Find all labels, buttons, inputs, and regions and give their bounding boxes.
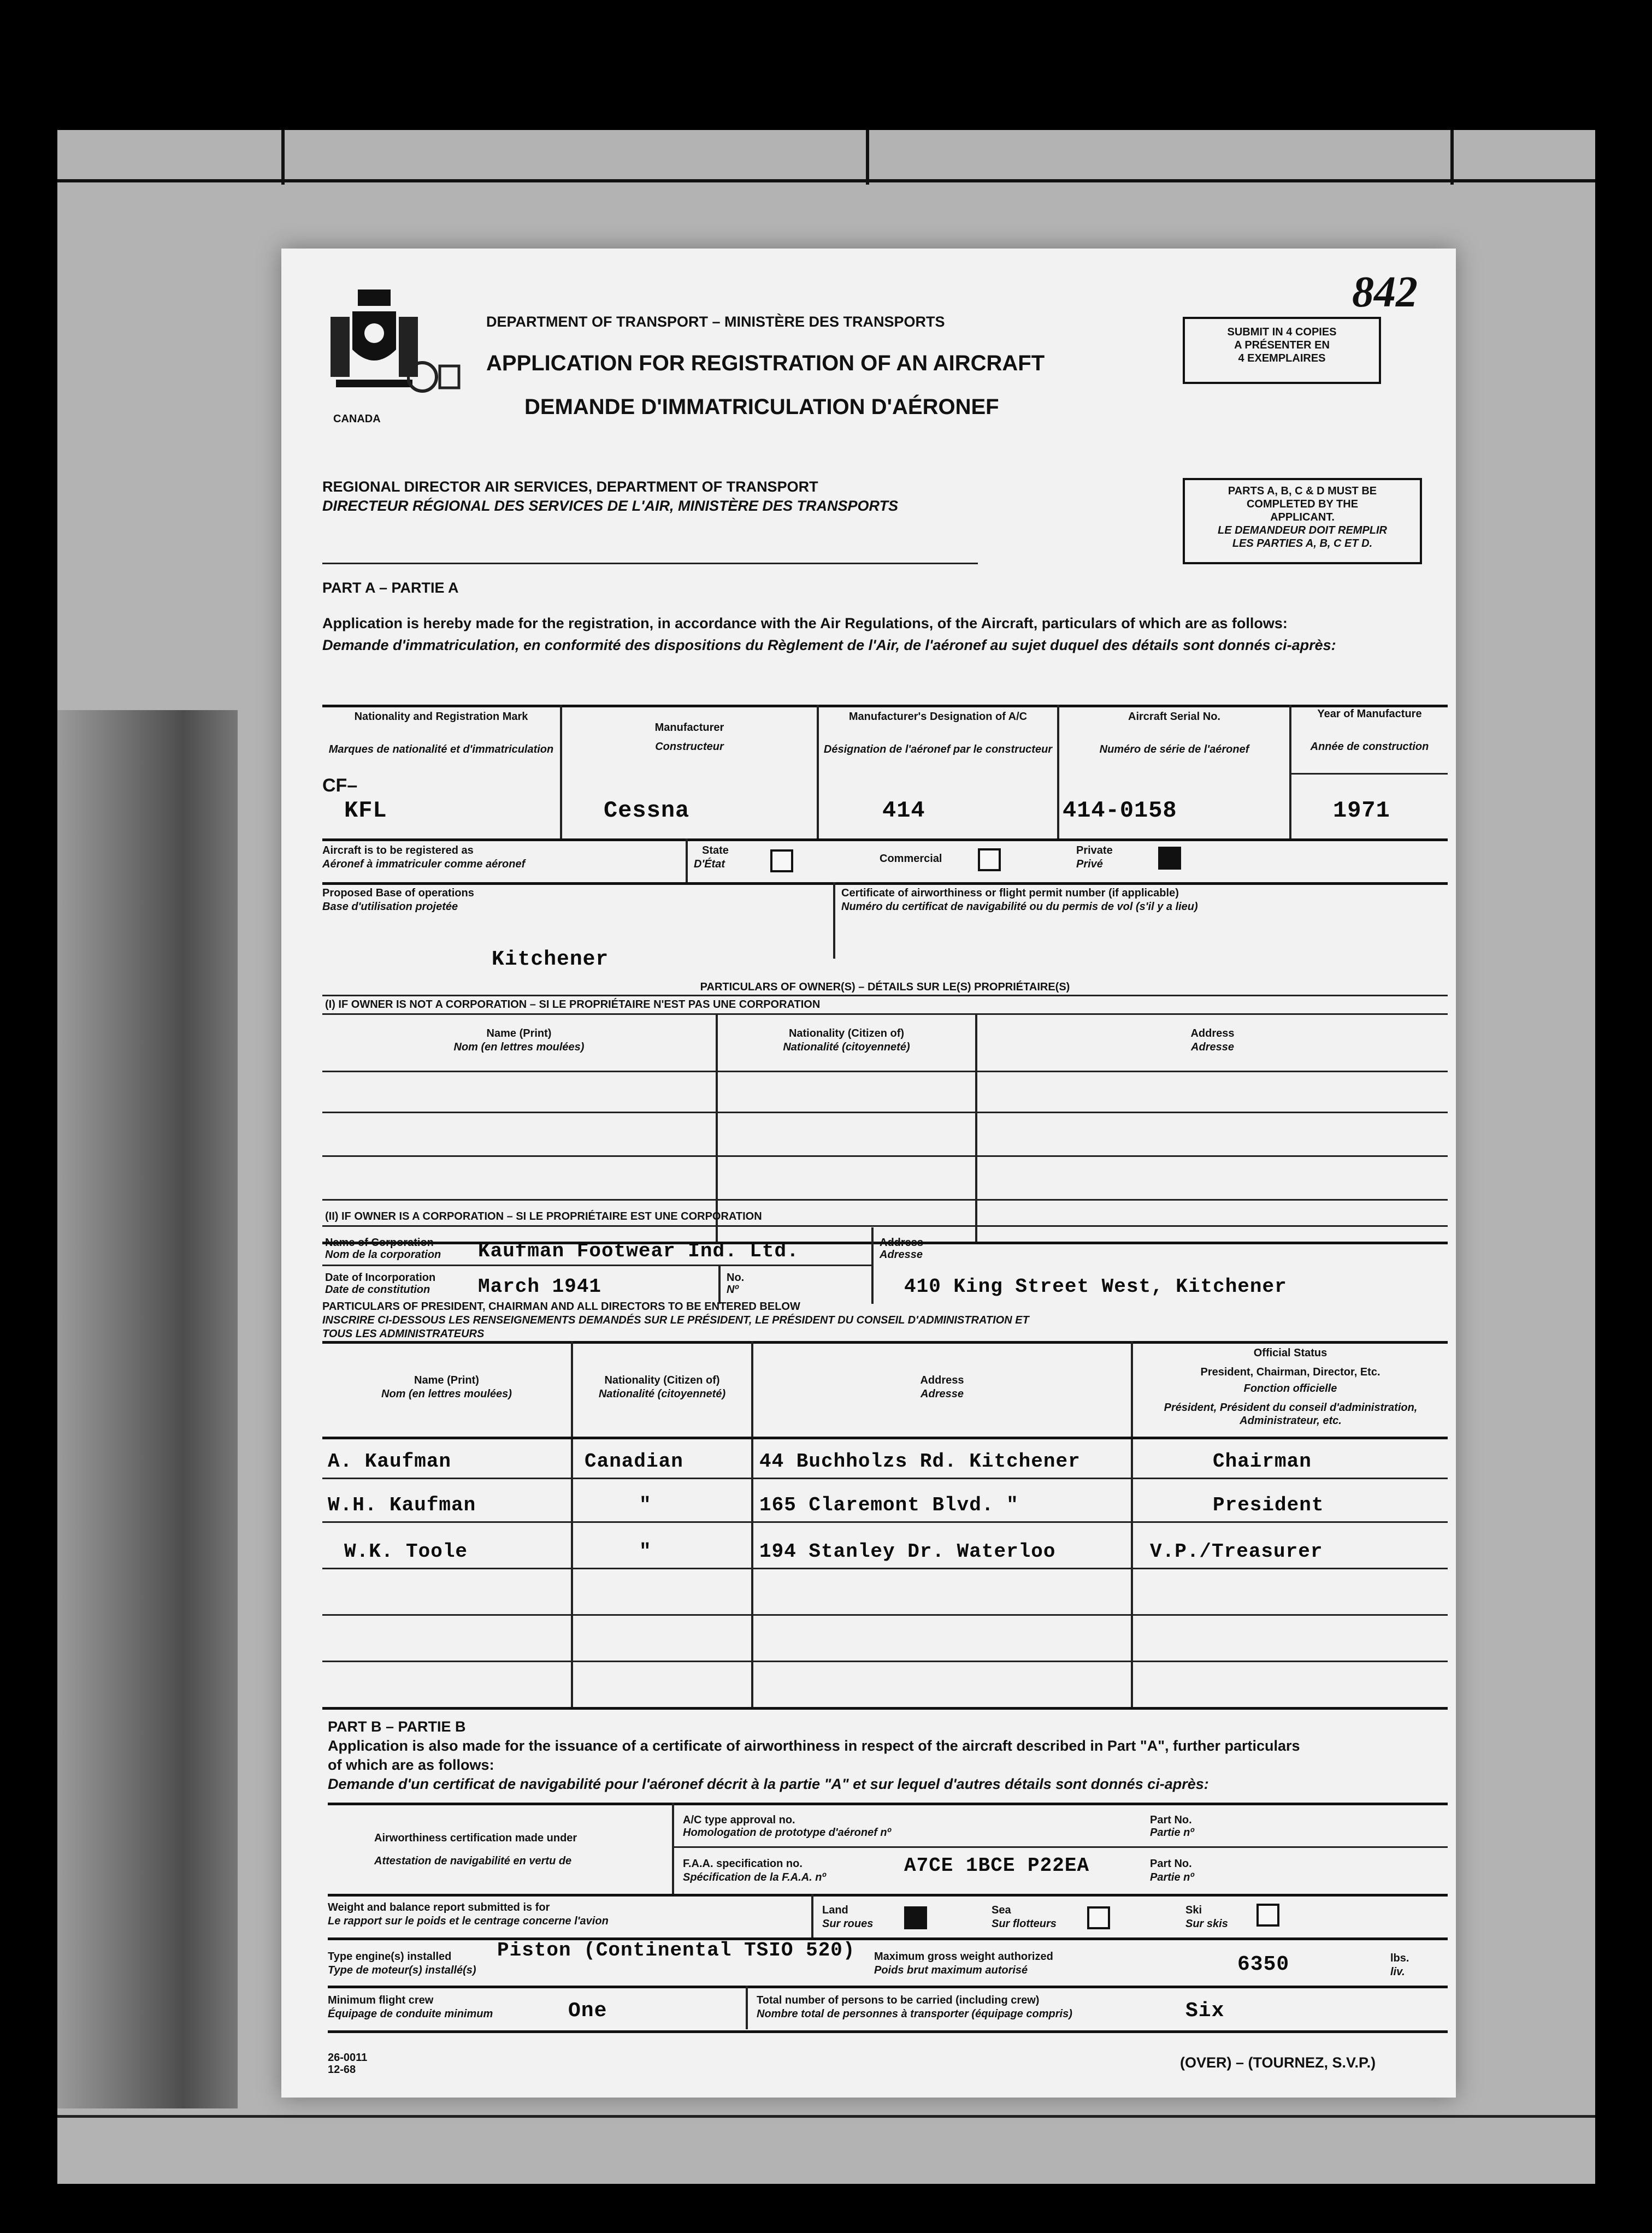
base-en: Proposed Base of operations: [322, 887, 474, 899]
addressee-fr: DIRECTEUR RÉGIONAL DES SERVICES DE L'AIR, MINISTÈRE DES TRANSPORTS: [322, 498, 899, 514]
cert-en: Certificate of airworthiness or flight permit number (if applicable): [841, 887, 1179, 899]
frame-rule-top: [57, 179, 1595, 182]
corp-no-en: No.: [727, 1272, 745, 1284]
gross-weight-value: 6350: [1237, 1953, 1290, 1976]
table-rule: [328, 1937, 1448, 1940]
table-rule: [328, 1986, 1448, 1988]
liv-label: liv.: [1390, 1966, 1405, 1978]
state-checkbox[interactable]: [770, 849, 793, 872]
engine-fr: Type de moteur(s) installé(s): [328, 1964, 476, 1976]
part-no-1-en: Part No.: [1150, 1814, 1192, 1826]
part-no-2-fr: Partie nº: [1150, 1871, 1194, 1883]
status-en: Official Status: [1253, 1347, 1328, 1359]
ski-checkbox[interactable]: [1256, 1904, 1279, 1927]
addressee-en: REGIONAL DIRECTOR AIR SERVICES, DEPARTMENT OF TRANSPORT: [322, 478, 818, 495]
status-sub-en: President, Chairman, Director, Etc.: [1200, 1366, 1380, 1378]
faa-spec-fr: Spécification de la F.A.A. nº: [683, 1871, 826, 1883]
corp-address-fr: Adresse: [880, 1249, 923, 1261]
col-divider: [1289, 705, 1291, 838]
table-rule: [328, 2030, 1448, 2033]
table-rule: [328, 1803, 1448, 1805]
part-b-heading: PART B – PARTIE B: [328, 1718, 466, 1735]
registered-as-fr: Aéronef à immatriculer comme aéronef: [322, 858, 526, 870]
table-rule: [322, 1225, 1448, 1227]
registration-form: [281, 249, 1456, 2098]
row-rule: [322, 1112, 1448, 1113]
part-a-intro-en: Application is hereby made for the registration, in accordance with the Air Regulations, of the Aircraft, particulars of which are as follows:: [322, 615, 1288, 631]
persons-fr: Nombre total de personnes à transporter (équipage compris): [757, 2008, 1072, 2020]
cell-rule: [1289, 773, 1448, 775]
shadow-strip: [57, 710, 238, 2108]
parts-line-4: LE DEMANDEUR DOIT REMPLIR: [1218, 524, 1387, 536]
row-rule: [322, 1568, 1448, 1569]
col-divider: [1131, 1341, 1133, 1707]
row-rule: [322, 1478, 1448, 1479]
table-rule: [322, 838, 1448, 841]
gross-weight-fr: Poids brut maximum autorisé: [874, 1964, 1028, 1976]
land-en: Land: [822, 1904, 848, 1916]
corp-date-value: March 1941: [478, 1275, 602, 1298]
frame-rule-bottom: [57, 2115, 1595, 2118]
table-rule: [322, 1437, 1448, 1439]
owner-name-en: Name (Print): [486, 1027, 552, 1039]
registration-mark-value: KFL: [344, 798, 387, 824]
director-2-name: W.H. Kaufman: [328, 1494, 476, 1516]
col-manufacturer-fr: Constructeur: [655, 741, 724, 753]
director-3-name: W.K. Toole: [344, 1540, 468, 1563]
row-rule: [672, 1846, 1448, 1848]
sea-en: Sea: [992, 1904, 1011, 1916]
director-1-nationality: Canadian: [585, 1450, 683, 1473]
row-rule: [322, 1071, 1448, 1072]
part-b-intro-en-1: Application is also made for the issuance of a certificate of airworthiness in respect of the aircraft described in Part "A", further particulars: [328, 1738, 1300, 1754]
registered-as-en: Aircraft is to be registered as: [322, 844, 474, 856]
col-divider: [811, 1894, 813, 1937]
cert-fr: Numéro du certificat de navigabilité ou du permis de vol (s'il y a lieu): [841, 901, 1198, 913]
manufacturer-value: Cessna: [604, 798, 690, 824]
persons-en: Total number of persons to be carried (including crew): [757, 1994, 1040, 2006]
row-rule: [322, 1265, 871, 1266]
owner-nat-en: Nationality (Citizen of): [788, 1027, 905, 1039]
director-1-status: Chairman: [1213, 1450, 1312, 1473]
parts-line-5: LES PARTIES A, B, C ET D.: [1232, 537, 1373, 550]
directors-fr-2: TOUS LES ADMINISTRATEURS: [322, 1328, 485, 1340]
col-serial-en: Aircraft Serial No.: [1128, 711, 1220, 723]
ski-en: Ski: [1185, 1904, 1202, 1916]
designation-value: 414: [882, 798, 925, 824]
commercial-label: Commercial: [880, 853, 942, 865]
cf-prefix: CF–: [322, 775, 358, 796]
ski-fr: Sur skis: [1185, 1918, 1228, 1930]
col-year-en: Year of Manufacture: [1317, 708, 1422, 720]
table-rule: [322, 705, 1448, 707]
row-rule: [322, 1614, 1448, 1616]
col-divider: [1057, 705, 1059, 838]
row-rule: [322, 1661, 1448, 1662]
serial-value: 414-0158: [1063, 798, 1177, 824]
part-b-intro-en-2: of which are as follows:: [328, 1757, 494, 1773]
wb-report-en: Weight and balance report submitted is for: [328, 1901, 550, 1913]
row-rule: [322, 1521, 1448, 1523]
submit-line-1: SUBMIT IN 4 COPIES: [1227, 326, 1337, 338]
parts-line-3: APPLICANT.: [1270, 511, 1335, 523]
col-registration-en: Nationality and Registration Mark: [354, 711, 528, 723]
director-3-status: V.P./Treasurer: [1150, 1540, 1323, 1563]
gross-weight-en: Maximum gross weight authorized: [874, 1951, 1053, 1963]
director-1-address: 44 Buchholzs Rd. Kitchener: [759, 1450, 1081, 1473]
over-note: (OVER) – (TOURNEZ, S.V.P.): [1180, 2054, 1376, 2071]
part-b-intro-fr: Demande d'un certificat de navigabilité pour l'aéronef décrit à la partie "A" et sur lequel d'autres détails sont donnés ci-après:: [328, 1776, 1209, 1792]
part-a-intro-fr: Demande d'immatriculation, en conformité des dispositions du Règlement de l'Air, de l'aéronef au sujet duquel des détails sont donnés ci-après:: [322, 637, 1336, 653]
table-rule: [322, 995, 1448, 996]
state-en: State: [702, 844, 729, 856]
row-rule: [322, 1199, 1448, 1201]
owner-nat-fr: Nationalité (citoyenneté): [783, 1041, 910, 1053]
col-divider: [686, 838, 688, 882]
col-year-fr: Année de construction: [1310, 741, 1429, 753]
parts-required-box: [1183, 478, 1422, 564]
corp-date-fr: Date de constitution: [325, 1284, 430, 1296]
col-designation-fr: Désignation de l'aéronef par le constructeur: [823, 743, 1053, 755]
form-title-en: APPLICATION FOR REGISTRATION OF AN AIRCRAFT: [486, 351, 1045, 375]
persons-value: Six: [1185, 1999, 1225, 2023]
crew-fr: Équipage de conduite minimum: [328, 2008, 493, 2020]
row-rule: [322, 1155, 1448, 1157]
corp-name-fr: Nom de la corporation: [325, 1249, 441, 1261]
dir-nat-fr: Nationalité (citoyenneté): [598, 1388, 726, 1400]
table-rule: [322, 1341, 1448, 1344]
submit-copies-box: [1183, 317, 1381, 384]
crew-en: Minimum flight crew: [328, 1994, 434, 2006]
col-divider: [718, 1266, 721, 1304]
corp-name-value: Kaufman Footwear Ind. Ltd.: [478, 1240, 799, 1262]
addressee-signature-line: [322, 563, 978, 564]
state-fr: D'État: [694, 858, 725, 870]
owners-heading: PARTICULARS OF OWNER(S) – DÉTAILS SUR LE(S) PROPRIÉTAIRE(S): [700, 981, 1070, 993]
sea-checkbox[interactable]: [1087, 1906, 1110, 1929]
handwritten-file-number: 842: [1352, 268, 1418, 316]
frame-divider: [1450, 130, 1454, 185]
type-approval-fr: Homologation de prototype d'aéronef nº: [683, 1827, 891, 1839]
aw-cert-en: Airworthiness certification made under: [374, 1832, 577, 1844]
faa-spec-value: A7CE 1BCE P22EA: [904, 1854, 1090, 1877]
table-rule: [322, 1707, 1448, 1710]
table-rule: [328, 1894, 1448, 1897]
stamp-seal-icon: [407, 358, 462, 399]
col-registration-fr: Marques de nationalité et d'immatriculation: [328, 743, 554, 755]
dir-addr-en: Address: [920, 1374, 964, 1386]
year-value: 1971: [1333, 798, 1390, 824]
dir-name-fr: Nom (en lettres moulées): [381, 1388, 512, 1400]
col-divider: [833, 882, 835, 959]
status-fr: Fonction officielle: [1243, 1383, 1337, 1395]
col-manufacturer-en: Manufacturer: [654, 722, 724, 734]
not-corporation-heading: (I) IF OWNER IS NOT A CORPORATION – SI LE PROPRIÉTAIRE N'EST PAS UNE CORPORATION: [325, 999, 821, 1011]
directors-en: PARTICULARS OF PRESIDENT, CHAIRMAN AND ALL DIRECTORS TO BE ENTERED BELOW: [322, 1301, 800, 1313]
part-no-1-fr: Partie nº: [1150, 1827, 1194, 1839]
director-3-nationality: ": [639, 1540, 652, 1563]
type-approval-en: A/C type approval no.: [683, 1814, 795, 1826]
col-divider: [746, 1986, 748, 2029]
directors-fr-1: INSCRIRE CI-DESSOUS LES RENSEIGNEMENTS DEMANDÉS SUR LE PRÉSIDENT, LE PRÉSIDENT DU CONSEIL D'ADMINISTRATION ET: [322, 1314, 1029, 1326]
table-rule: [322, 882, 1448, 885]
canada-label: CANADA: [333, 413, 381, 425]
department-title: DEPARTMENT OF TRANSPORT – MINISTÈRE DES TRANSPORTS: [486, 314, 945, 330]
owner-name-fr: Nom (en lettres moulées): [453, 1041, 585, 1053]
engine-value: Piston (Continental TSIO 520): [497, 1939, 856, 1962]
form-title-fr: DEMANDE D'IMMATRICULATION D'AÉRONEF: [524, 395, 999, 419]
parts-line-1: PARTS A, B, C & D MUST BE: [1228, 485, 1377, 497]
col-divider: [871, 1227, 874, 1304]
frame-divider: [281, 130, 285, 185]
corp-name-en: Name of Corporation: [325, 1237, 434, 1249]
dir-name-en: Name (Print): [414, 1374, 479, 1386]
corp-no-fr: Nº: [727, 1284, 739, 1296]
base-fr: Base d'utilisation projetée: [322, 901, 458, 913]
form-number: 26-0011: [328, 2052, 368, 2064]
col-divider: [817, 705, 819, 838]
dir-nat-en: Nationality (Citizen of): [604, 1374, 720, 1386]
director-2-address: 165 Claremont Blvd. ": [759, 1494, 1019, 1516]
parts-line-2: COMPLETED BY THE: [1246, 498, 1359, 510]
director-1-name: A. Kaufman: [328, 1450, 452, 1473]
wb-report-fr: Le rapport sur le poids et le centrage concerne l'avion: [328, 1915, 609, 1927]
submit-line-3: 4 EXEMPLAIRES: [1238, 352, 1326, 364]
form-date: 12-68: [328, 2064, 356, 2076]
land-checkbox[interactable]: [904, 1906, 927, 1929]
private-en: Private: [1076, 844, 1113, 856]
private-checkbox[interactable]: [1158, 847, 1181, 870]
base-value: Kitchener: [492, 948, 609, 971]
owner-addr-en: Address: [1190, 1027, 1235, 1039]
director-2-status: President: [1213, 1494, 1324, 1516]
corp-address-value: 410 King Street West, Kitchener: [904, 1275, 1287, 1298]
corp-address-en: Address: [880, 1237, 924, 1249]
table-rule: [322, 1013, 1448, 1015]
private-fr: Privé: [1076, 858, 1103, 870]
director-3-address: 194 Stanley Dr. Waterloo: [759, 1540, 1056, 1563]
land-fr: Sur roues: [822, 1918, 874, 1930]
director-2-nationality: ": [639, 1494, 652, 1516]
submit-line-2: A PRÉSENTER EN: [1234, 339, 1330, 351]
commercial-checkbox[interactable]: [978, 848, 1001, 871]
corporation-heading: (II) IF OWNER IS A CORPORATION – SI LE PROPRIÉTAIRE EST UNE CORPORATION: [325, 1210, 762, 1222]
corp-date-en: Date of Incorporation: [325, 1272, 436, 1284]
aw-cert-fr: Attestation de navigabilité en vertu de: [374, 1855, 572, 1867]
faa-spec-en: F.A.A. specification no.: [683, 1858, 803, 1870]
lbs-label: lbs.: [1390, 1952, 1409, 1964]
col-designation-en: Manufacturer's Designation of A/C: [848, 711, 1028, 723]
part-a-heading: PART A – PARTIE A: [322, 580, 459, 596]
sea-fr: Sur flotteurs: [992, 1918, 1057, 1930]
owner-addr-fr: Adresse: [1191, 1041, 1234, 1053]
col-serial-fr: Numéro de série de l'aéronef: [1099, 743, 1249, 755]
crew-value: One: [568, 1999, 607, 2023]
status-sub-fr: Président, Président du conseil d'administration, Administrateur, etc.: [1164, 1402, 1418, 1427]
col-divider: [672, 1803, 674, 1895]
frame-divider: [866, 130, 869, 185]
engine-en: Type engine(s) installed: [328, 1951, 452, 1963]
part-no-2-en: Part No.: [1150, 1858, 1192, 1870]
dir-addr-fr: Adresse: [921, 1388, 964, 1400]
